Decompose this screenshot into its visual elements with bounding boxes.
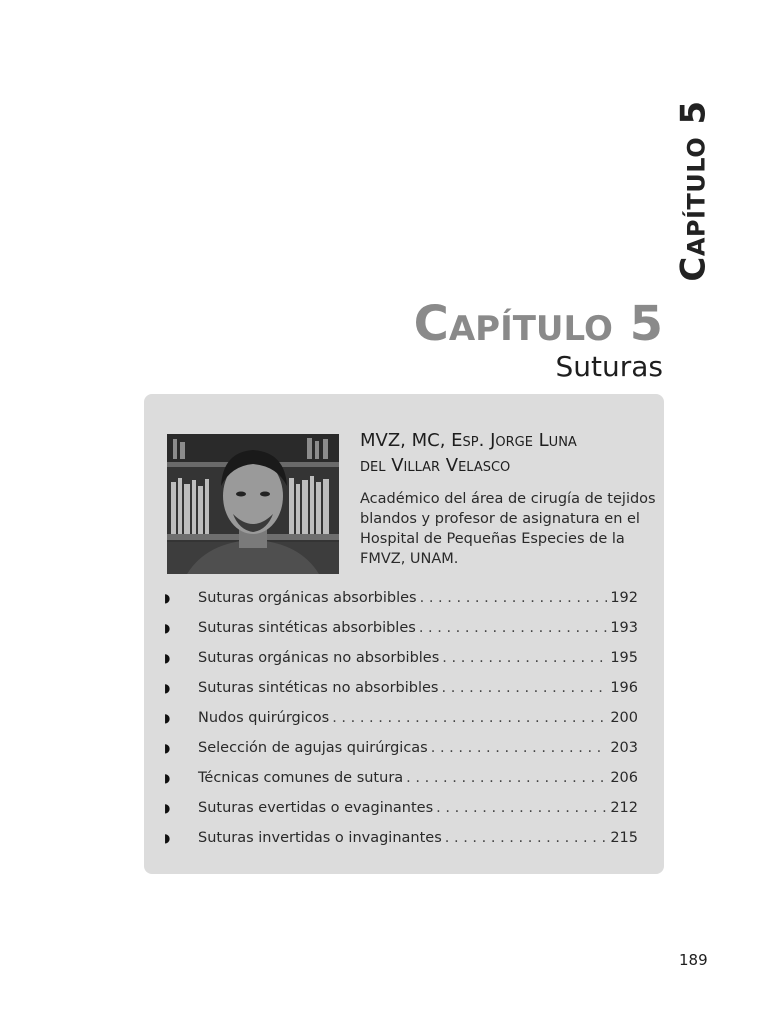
toc-item[interactable] — [164, 770, 638, 800]
toc-item[interactable] — [164, 620, 638, 650]
half-circle-bullet-icon: ◗ — [164, 681, 171, 695]
toc-item-title: Suturas invertidas o invaginantes — [198, 830, 442, 846]
side-chapter-label: Capítulo 5 — [674, 100, 714, 282]
toc-leader-dots — [419, 620, 608, 636]
toc-item-page: 195 — [610, 650, 638, 666]
toc-item[interactable] — [164, 590, 638, 620]
toc-item[interactable] — [164, 830, 638, 860]
toc-item-page: 206 — [610, 770, 638, 786]
toc-item[interactable] — [164, 740, 638, 770]
half-circle-bullet-icon: ◗ — [164, 651, 171, 665]
half-circle-bullet-icon: ◗ — [164, 711, 171, 725]
toc-item-page: 203 — [610, 740, 638, 756]
toc-item-title: Técnicas comunes de sutura — [198, 770, 404, 786]
toc-leader-dots — [406, 770, 607, 786]
toc-item-title: Suturas evertidas o evaginantes — [198, 800, 434, 816]
half-circle-bullet-icon: ◗ — [164, 771, 171, 785]
toc-item-page: 193 — [610, 620, 638, 636]
table-of-contents — [164, 590, 638, 860]
toc-item[interactable] — [164, 680, 638, 710]
toc-item-title: Suturas orgánicas no absorbibles — [198, 650, 440, 666]
chapter-heading: Capítulo 5 — [413, 296, 663, 352]
half-circle-bullet-icon: ◗ — [164, 741, 171, 755]
toc-item-page: 212 — [610, 800, 638, 816]
toc-item-page: 192 — [610, 590, 638, 606]
half-circle-bullet-icon: ◗ — [164, 831, 171, 845]
chapter-title: Suturas — [555, 350, 663, 383]
toc-item-title: Nudos quirúrgicos — [198, 710, 330, 726]
toc-item-title: Suturas sintéticas no absorbibles — [198, 680, 439, 696]
toc-item[interactable] — [164, 800, 638, 830]
toc-leader-dots — [436, 800, 607, 816]
half-circle-bullet-icon: ◗ — [164, 801, 171, 815]
author-bio: Académico del área de cirugía de tejidos blandos y profesor de asignatura en el Hospital de Pequeñas Especies de la FMVZ, UNAM. — [360, 491, 656, 567]
toc-item-page: 196 — [610, 680, 638, 696]
toc-leader-dots — [442, 650, 607, 666]
half-circle-bullet-icon: ◗ — [164, 621, 171, 635]
author-name — [360, 428, 650, 478]
author-portrait-image — [167, 434, 339, 574]
toc-leader-dots — [431, 740, 608, 756]
toc-item-page: 215 — [610, 830, 638, 846]
toc-leader-dots — [420, 590, 608, 606]
author-photo — [167, 434, 339, 574]
toc-item-title: Suturas sintéticas absorbibles — [198, 620, 416, 636]
toc-item[interactable] — [164, 650, 638, 680]
author-name-line-2: del Villar Velasco — [360, 455, 511, 476]
author-name-line-1: MVZ, MC, Esp. Jorge Luna — [360, 430, 577, 451]
toc-item-title: Selección de agujas quirúrgicas — [198, 740, 428, 756]
toc-leader-dots — [445, 830, 608, 846]
half-circle-bullet-icon: ◗ — [164, 591, 171, 605]
toc-leader-dots — [441, 680, 607, 696]
chapter-info-panel — [144, 394, 664, 874]
page-number: 189 — [679, 951, 708, 969]
side-chapter-tab — [674, 100, 714, 282]
toc-leader-dots — [332, 710, 607, 726]
toc-item-page: 200 — [610, 710, 638, 726]
toc-item-title: Suturas orgánicas absorbibles — [198, 590, 417, 606]
toc-item[interactable] — [164, 710, 638, 740]
